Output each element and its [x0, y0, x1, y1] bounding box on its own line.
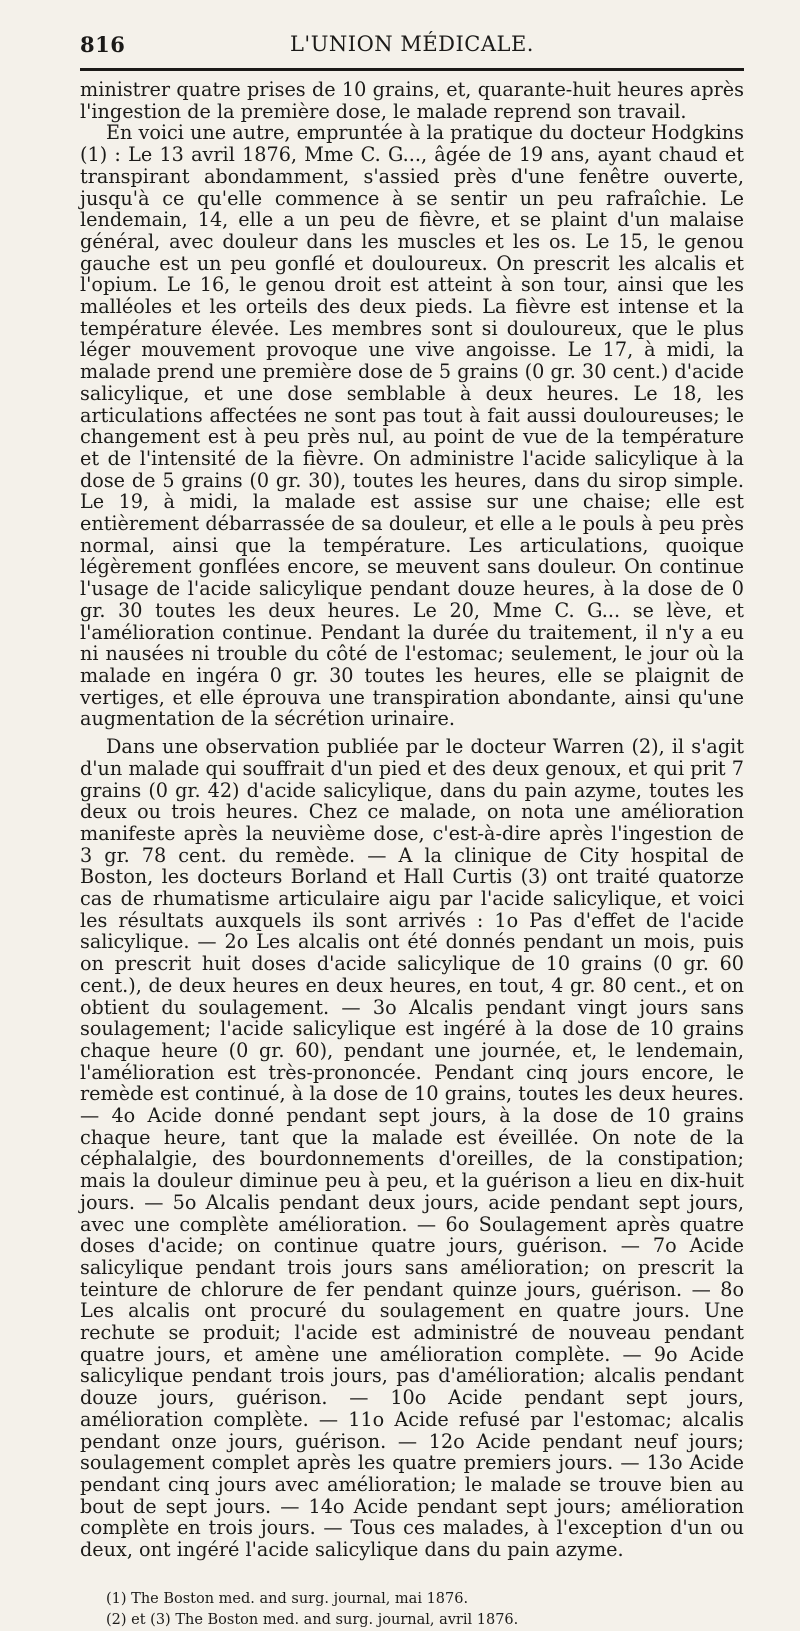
header-rule [80, 68, 744, 71]
footnote: (2) et (3) The Boston med. and surg. journal, avril 1876. [106, 1611, 519, 1628]
footnote: (1) The Boston med. and surg. journal, mai 1876. [106, 1590, 469, 1607]
paragraph: Dans une observation publiée par le docteur Warren (2), il s'agit d'un malade qui souffrait d'un pied et des deux genoux, et qui prit 7 grains (0 gr. 42) d'acide salicylique, dans du pain azyme, toutes les deux ou trois heures. Chez ce malade, on nota une amélioration manifeste après la neuvième dose, c'est-à-dire après l'ingestion de 3 gr. 78 cent. du remède. — A la clinique de City hospital de Boston, les docteurs Borland et Hall Curtis (3) ont traité quatorze cas de rhumatisme articulaire aigu par l'acide salicylique, et voici les résultats auxquels ils sont arrivés : 1o Pas d'effet de l'acide salicylique. — 2o Les alcalis ont été donnés pendant un mois, puis on prescrit huit doses d'acide salicylique de 10 grains (0 gr. 60 cent.), de deux heures en deux heures, en tout, 4 gr. 80 cent., et on obtient du soulagement. — 3o Alcalis pendant vingt jours sans soulagement; l'acide salicylique est ingéré à la dose de 10 grains chaque heure (0 gr. 60), pendant une journée, et, le lendemain, l'amélioration est très-prononcée. Pendant cinq jours encore, le remède est continué, à la dose de 10 grains, toutes les deux heures. — 4o Acide donné pendant sept jours, à la dose de 10 grains chaque heure, tant que la malade est éveillée. On note de la céphalalgie, des bourdonnements d'oreilles, de la constipation; mais la douleur diminue peu à peu, et la guérison a lieu en dix-huit jours. — 5o Alcalis pendant deux jours, acide pendant sept jours, avec une complète amélioration. — 6o Soulagement après quatre doses d'acide; on continue quatre jours, guérison. — 7o Acide salicylique pendant trois jours sans amélioration; on prescrit la teinture de chlorure de fer pendant quinze jours, guérison. — 8o Les alcalis ont procuré du soulagement en quatre jours. Une rechute se produit; l'acide est administré de nouveau pendant quatre jours, et amène une amélioration complète. — 9o Acide salicylique pendant trois jours, pas d'amélioration; alcalis pendant douze jours, guérison. — 10o Acide pendant sept jours, amélioration complète. — 11o Acide refusé par l'estomac; alcalis pendant onze jours, guérison. — 12o Acide pendant neuf jours; soulagement complet après les quatre premiers jours. — 13o Acide pendant cinq jours avec amélioration; le malade se trouve bien au bout de sept jours. — 14o Acide pendant sept jours; amélioration complète en trois jours. — Tous ces malades, à l'exception d'un ou deux, ont ingéré l'acide salicylique dans du pain azyme. [80, 735, 744, 1562]
body-text [80, 79, 744, 1561]
running-title: L'UNION MÉDICALE. [289, 32, 534, 56]
page-number: 816 [80, 32, 126, 57]
paragraph: ministrer quatre prises de 10 grains, et, quarante-huit heures après l'ingestion de la première dose, le malade reprend son travail. [80, 78, 744, 123]
footnotes [80, 1589, 744, 1631]
page-header [80, 28, 744, 58]
paragraph: En voici une autre, empruntée à la pratique du docteur Hodgkins (1) : Le 13 avril 1876, Mme C. G..., âgée de 19 ans, ayant chaud et transpirant abondamment, s'assied près d'une fenêtre ouverte, jusqu'à ce qu'elle commence à se sentir un peu rafraîchie. Le lendemain, 14, elle a un peu de fièvre, et se plaint d'un malaise général, avec douleur dans les muscles et les os. Le 15, le genou gauche est un peu gonflé et douloureux. On prescrit les alcalis et l'opium. Le 16, le genou droit est atteint à son tour, ainsi que les malléoles et les orteils des deux pieds. La fièvre est intense et la température élevée. Les membres sont si douloureux, que le plus léger mouvement provoque une vive angoisse. Le 17, à midi, la malade prend une première dose de 5 grains (0 gr. 30 cent.) d'acide salicylique, et une dose semblable à deux heures. Le 18, les articulations affectées ne sont pas tout à fait aussi douloureuses; le changement est à peu près nul, au point de vue de la température et de l'intensité de la fièvre. On administre l'acide salicylique à la dose de 5 grains (0 gr. 30), toutes les heures, dans du sirop simple. Le 19, à midi, la malade est assise sur une chaise; elle est entièrement débarrassée de sa douleur, et elle a le pouls à peu près normal, ainsi que la température. Les articulations, quoique légèrement gonflées encore, se meuvent sans douleur. On continue l'usage de l'acide salicylique pendant douze heures, à la dose de 0 gr. 30 toutes les deux heures. Le 20, Mme C. G... se lève, et l'amélioration continue. Pendant la durée du traitement, il n'y a eu ni nausées ni trouble du côté de l'estomac; seulement, le jour où la malade en ingéra 0 gr. 30 toutes les heures, elle se plaignit de vertiges, et elle éprouva une transpiration abondante, ainsi qu'une augmentation de la sécrétion urinaire. [80, 121, 744, 731]
